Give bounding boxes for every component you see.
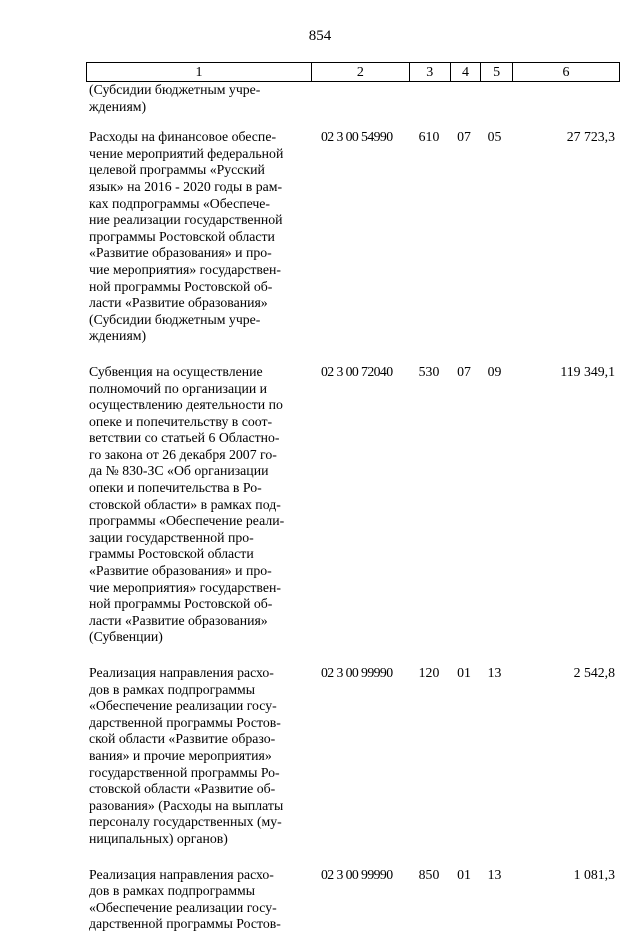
row-amount: 1 081,3 [573, 866, 615, 882]
row-target-code: 02 3 00 99990 [321, 665, 393, 680]
table-row [86, 129, 620, 345]
description-line: да № 830-ЗС «Об организации [89, 463, 269, 479]
table-row [86, 665, 620, 848]
description-line: дов в рамках подпрограммы [89, 681, 256, 697]
description-line: «Развитие образования» и про- [89, 245, 272, 261]
row-amount: 2 542,8 [573, 665, 615, 680]
row-subsection: 13 [487, 866, 502, 882]
row-section: 01 [457, 866, 471, 882]
description-line: (Субсидии бюджетным учре- [89, 82, 261, 97]
table-row [86, 364, 620, 646]
header-col-3: 3 [410, 63, 451, 81]
budget-table [86, 62, 620, 933]
row-target-code: 02 3 00 54990 [321, 129, 393, 145]
description-line: ниципальных) органов) [89, 830, 228, 846]
description-line: го закона от 26 декабря 2007 го- [89, 446, 277, 462]
header-col-5: 5 [481, 63, 513, 81]
row-amount: 27 723,3 [566, 129, 615, 145]
row-expense-type: 610 [418, 129, 440, 145]
description-line: опеке и попечительству в соот- [89, 413, 273, 429]
row-gap [86, 345, 620, 364]
description-line: чие мероприятия» государствен- [89, 579, 281, 595]
page-number: 854 [308, 28, 332, 44]
description-line: вания» и прочие мероприятия» [89, 747, 272, 763]
row-subsection: 05 [487, 129, 502, 145]
description-line: (Субсидии бюджетным учре- [89, 311, 261, 327]
table-row [86, 82, 620, 115]
row-target-code: 02 3 00 72040 [321, 363, 393, 379]
row-expense-type: 120 [418, 665, 440, 680]
row-amount: 119 349,1 [560, 363, 615, 379]
description-line: «Обеспечение реализации госу- [89, 899, 277, 915]
row-description [86, 867, 311, 933]
description-line: целевой программы «Русский [89, 162, 265, 178]
description-line: ках подпрограммы «Обеспече- [89, 195, 271, 211]
description-line: чение мероприятий федеральной [89, 145, 284, 161]
description-line: опеки и попечительства в Ро- [89, 480, 262, 496]
description-line: программы Ростовской области [89, 228, 275, 244]
row-section: 07 [457, 363, 471, 379]
description-line: государственной программы Ро- [89, 764, 280, 780]
description-line: «Развитие образования» и про- [89, 563, 272, 579]
row-section: 01 [457, 665, 471, 680]
description-line: «Обеспечение реализации госу- [89, 698, 277, 714]
description-line: дов в рамках подпрограммы [89, 883, 256, 899]
row-expense-type: 530 [418, 363, 440, 379]
row-subsection: 09 [487, 363, 502, 379]
description-line: дарственной программы Ростов- [89, 714, 281, 730]
row-target-code: 02 3 00 99990 [321, 866, 393, 882]
description-line: дарственной программы Ростов- [89, 916, 281, 932]
description-line: программы «Обеспечение реали- [89, 513, 285, 529]
header-col-4: 4 [451, 63, 482, 81]
description-line: Субвенция на осуществление [89, 363, 263, 379]
row-gap [86, 646, 620, 665]
description-line: граммы Ростовской области [89, 546, 254, 562]
description-line: ласти «Развитие образования» [89, 612, 268, 628]
description-line: чие мероприятия» государствен- [89, 261, 281, 277]
description-line: Реализация направления расхо- [89, 866, 274, 882]
description-line: ной программы Ростовской об- [89, 596, 273, 612]
description-line: ной программы Ростовской об- [89, 278, 273, 294]
description-line: ждениям) [89, 98, 147, 114]
description-line: стовской области «Развитие об- [89, 781, 276, 797]
description-line: ждениям) [89, 328, 147, 344]
header-col-1: 1 [87, 63, 312, 81]
header-col-6: 6 [562, 65, 570, 80]
description-line: осуществлению деятельности по [89, 397, 283, 413]
description-line: язык» на 2016 - 2020 годы в рам- [89, 178, 283, 194]
description-line: Расходы на финансовое обеспе- [89, 129, 277, 145]
row-expense-type: 850 [418, 866, 440, 882]
row-description [86, 129, 311, 345]
description-line: персоналу государственных (му- [89, 814, 282, 830]
description-line: ласти «Развитие образования» [89, 295, 268, 311]
description-line: ние реализации государственной [89, 212, 283, 228]
row-gap [86, 848, 620, 867]
description-line: стовской области» в рамках под- [89, 496, 281, 512]
description-line: (Субвенции) [89, 629, 163, 645]
header-col-2: 2 [312, 63, 410, 81]
row-description [86, 364, 311, 646]
description-line: Реализация направления расхо- [89, 665, 274, 680]
table-row [86, 867, 620, 933]
row-subsection: 13 [487, 665, 502, 680]
row-section: 07 [457, 129, 471, 145]
table-body [86, 82, 620, 933]
description-line: полномочий по организации и [89, 380, 268, 396]
row-description [86, 82, 311, 115]
row-gap [86, 115, 620, 129]
row-description [86, 665, 311, 848]
description-line: ветствии со статьей 6 Областно- [89, 430, 280, 446]
description-line: разования» (Расходы на выплаты [89, 797, 284, 813]
table-header-row [86, 62, 620, 82]
description-line: зации государственной про- [89, 529, 254, 545]
description-line: ской области «Развитие образо- [89, 731, 276, 747]
